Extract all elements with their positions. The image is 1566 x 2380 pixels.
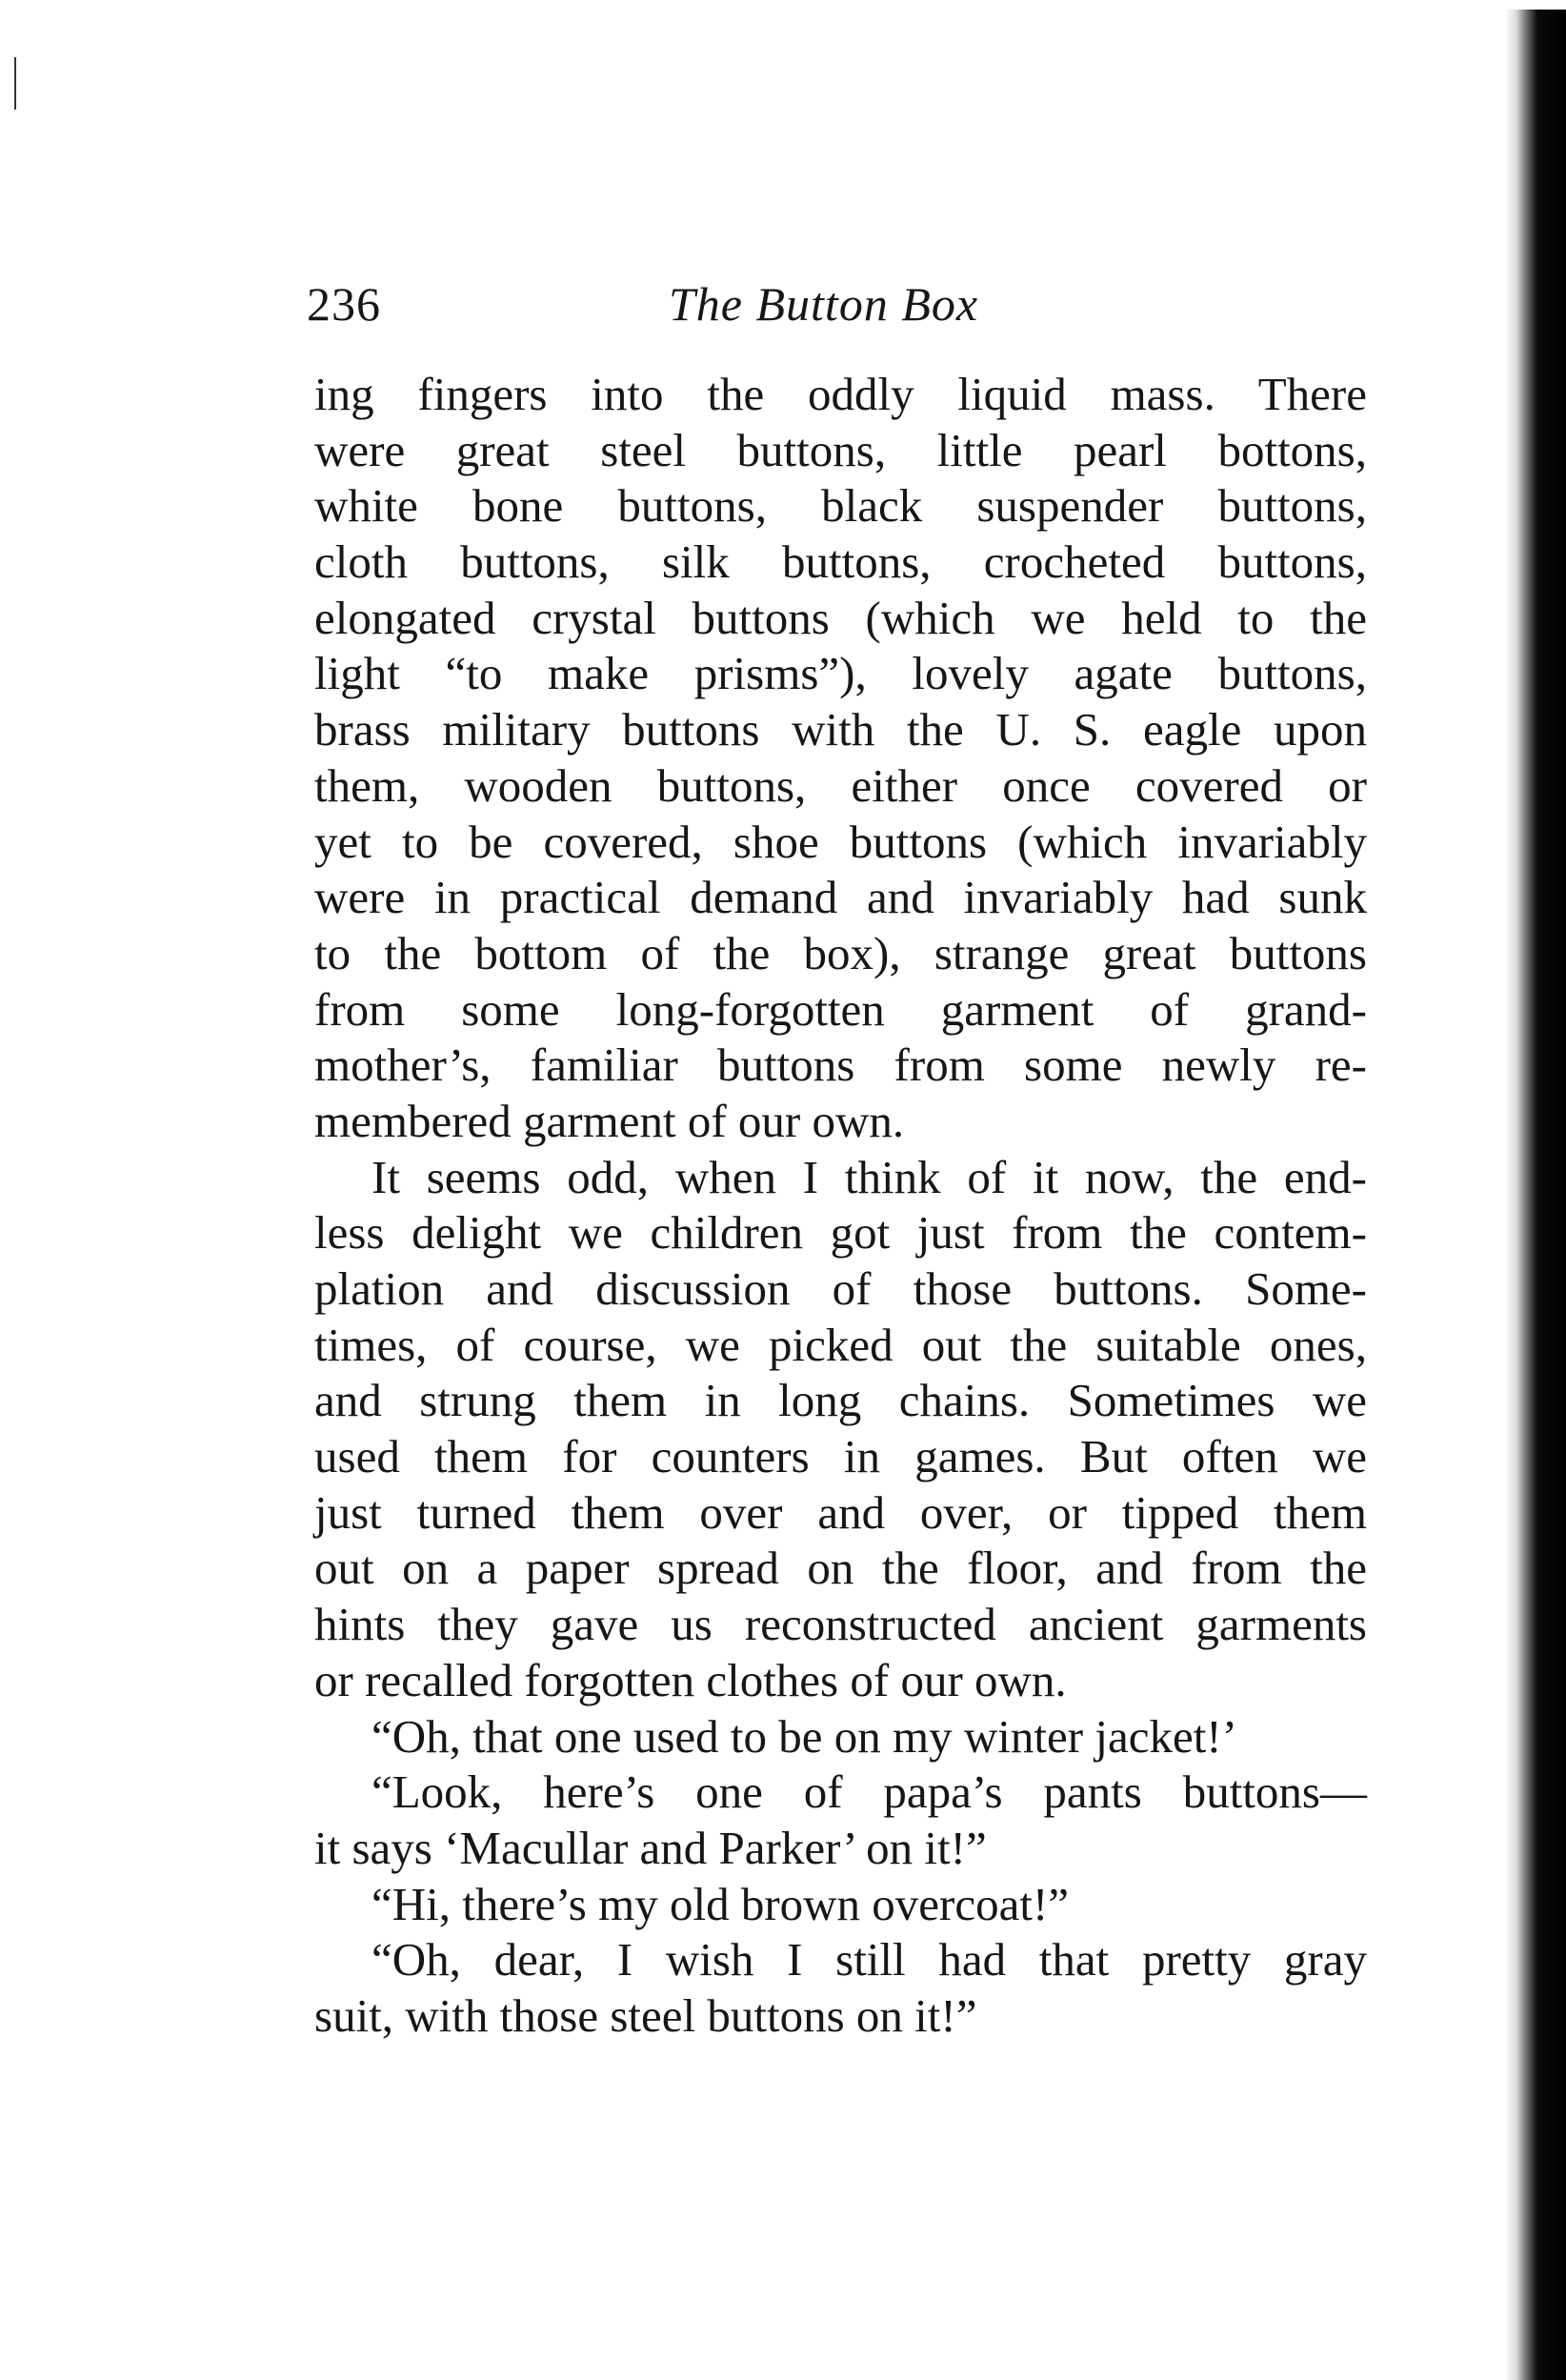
text-line: used them for counters in games. But often we <box>314 1430 1367 1483</box>
text-line: cloth buttons, silk buttons, crocheted buttons, <box>314 535 1367 589</box>
text-line: elongated crystal buttons (which we held to the <box>314 591 1367 644</box>
text-line: “Oh, dear, I wish I still had that pretty gray <box>371 1933 1367 1987</box>
text-line: and strung them in long chains. Sometimes we <box>314 1374 1367 1427</box>
text-line: “Hi, there’s my old brown overcoat!” <box>371 1877 1070 1930</box>
text-line: out on a paper spread on the floor, and from the <box>314 1542 1367 1595</box>
scan-margin-mark <box>14 57 16 110</box>
text-line: to the bottom of the box), strange great buttons <box>314 926 1367 979</box>
text-line: times, of course, we picked out the suitable ones, <box>314 1318 1367 1371</box>
text-line: It seems odd, when I think of it now, the end- <box>371 1150 1367 1203</box>
text-line: “Oh, that one used to be on my winter jacket!’ <box>371 1709 1237 1763</box>
text-line: less delight we children got just from the contem- <box>314 1206 1367 1260</box>
text-line: yet to be covered, shoe buttons (which invariably <box>314 815 1367 868</box>
running-head: The Button Box <box>669 277 979 331</box>
text-line: plation and discussion of those buttons. Some- <box>314 1262 1367 1315</box>
text-line: suit, with those steel buttons on it!” <box>314 1988 977 2042</box>
text-line: just turned them over and over, or tipped them <box>314 1485 1367 1539</box>
binding-shadow <box>1505 10 1566 2380</box>
text-line: from some long-forgotten garment of grand- <box>314 982 1367 1036</box>
body-text <box>314 367 1367 2045</box>
page-number: 236 <box>307 277 381 331</box>
text-line: or recalled forgotten clothes of our own. <box>314 1653 1067 1706</box>
text-line: white bone buttons, black suspender buttons, <box>314 479 1367 533</box>
text-line: membered garment of our own. <box>314 1094 905 1147</box>
text-line: hints they gave us reconstructed ancient garments <box>314 1598 1367 1651</box>
text-line: ing fingers into the oddly liquid mass. There <box>314 368 1367 420</box>
text-line: them, wooden buttons, either once covered or <box>314 758 1367 812</box>
text-line: were in practical demand and invariably had sunk <box>314 871 1367 924</box>
text-line: were great steel buttons, little pearl bottons, <box>314 423 1367 476</box>
text-line: “Look, here’s one of papa’s pants buttons— <box>371 1765 1367 1819</box>
text-line: brass military buttons with the U. S. eagle upon <box>314 703 1367 756</box>
text-line: mother’s, familiar buttons from some newly re- <box>314 1039 1367 1092</box>
page-header <box>307 276 1364 343</box>
text-line: light “to make prisms”), lovely agate buttons, <box>314 647 1367 700</box>
text-line: it says ‘Macullar and Parker’ on it!” <box>314 1821 987 1874</box>
